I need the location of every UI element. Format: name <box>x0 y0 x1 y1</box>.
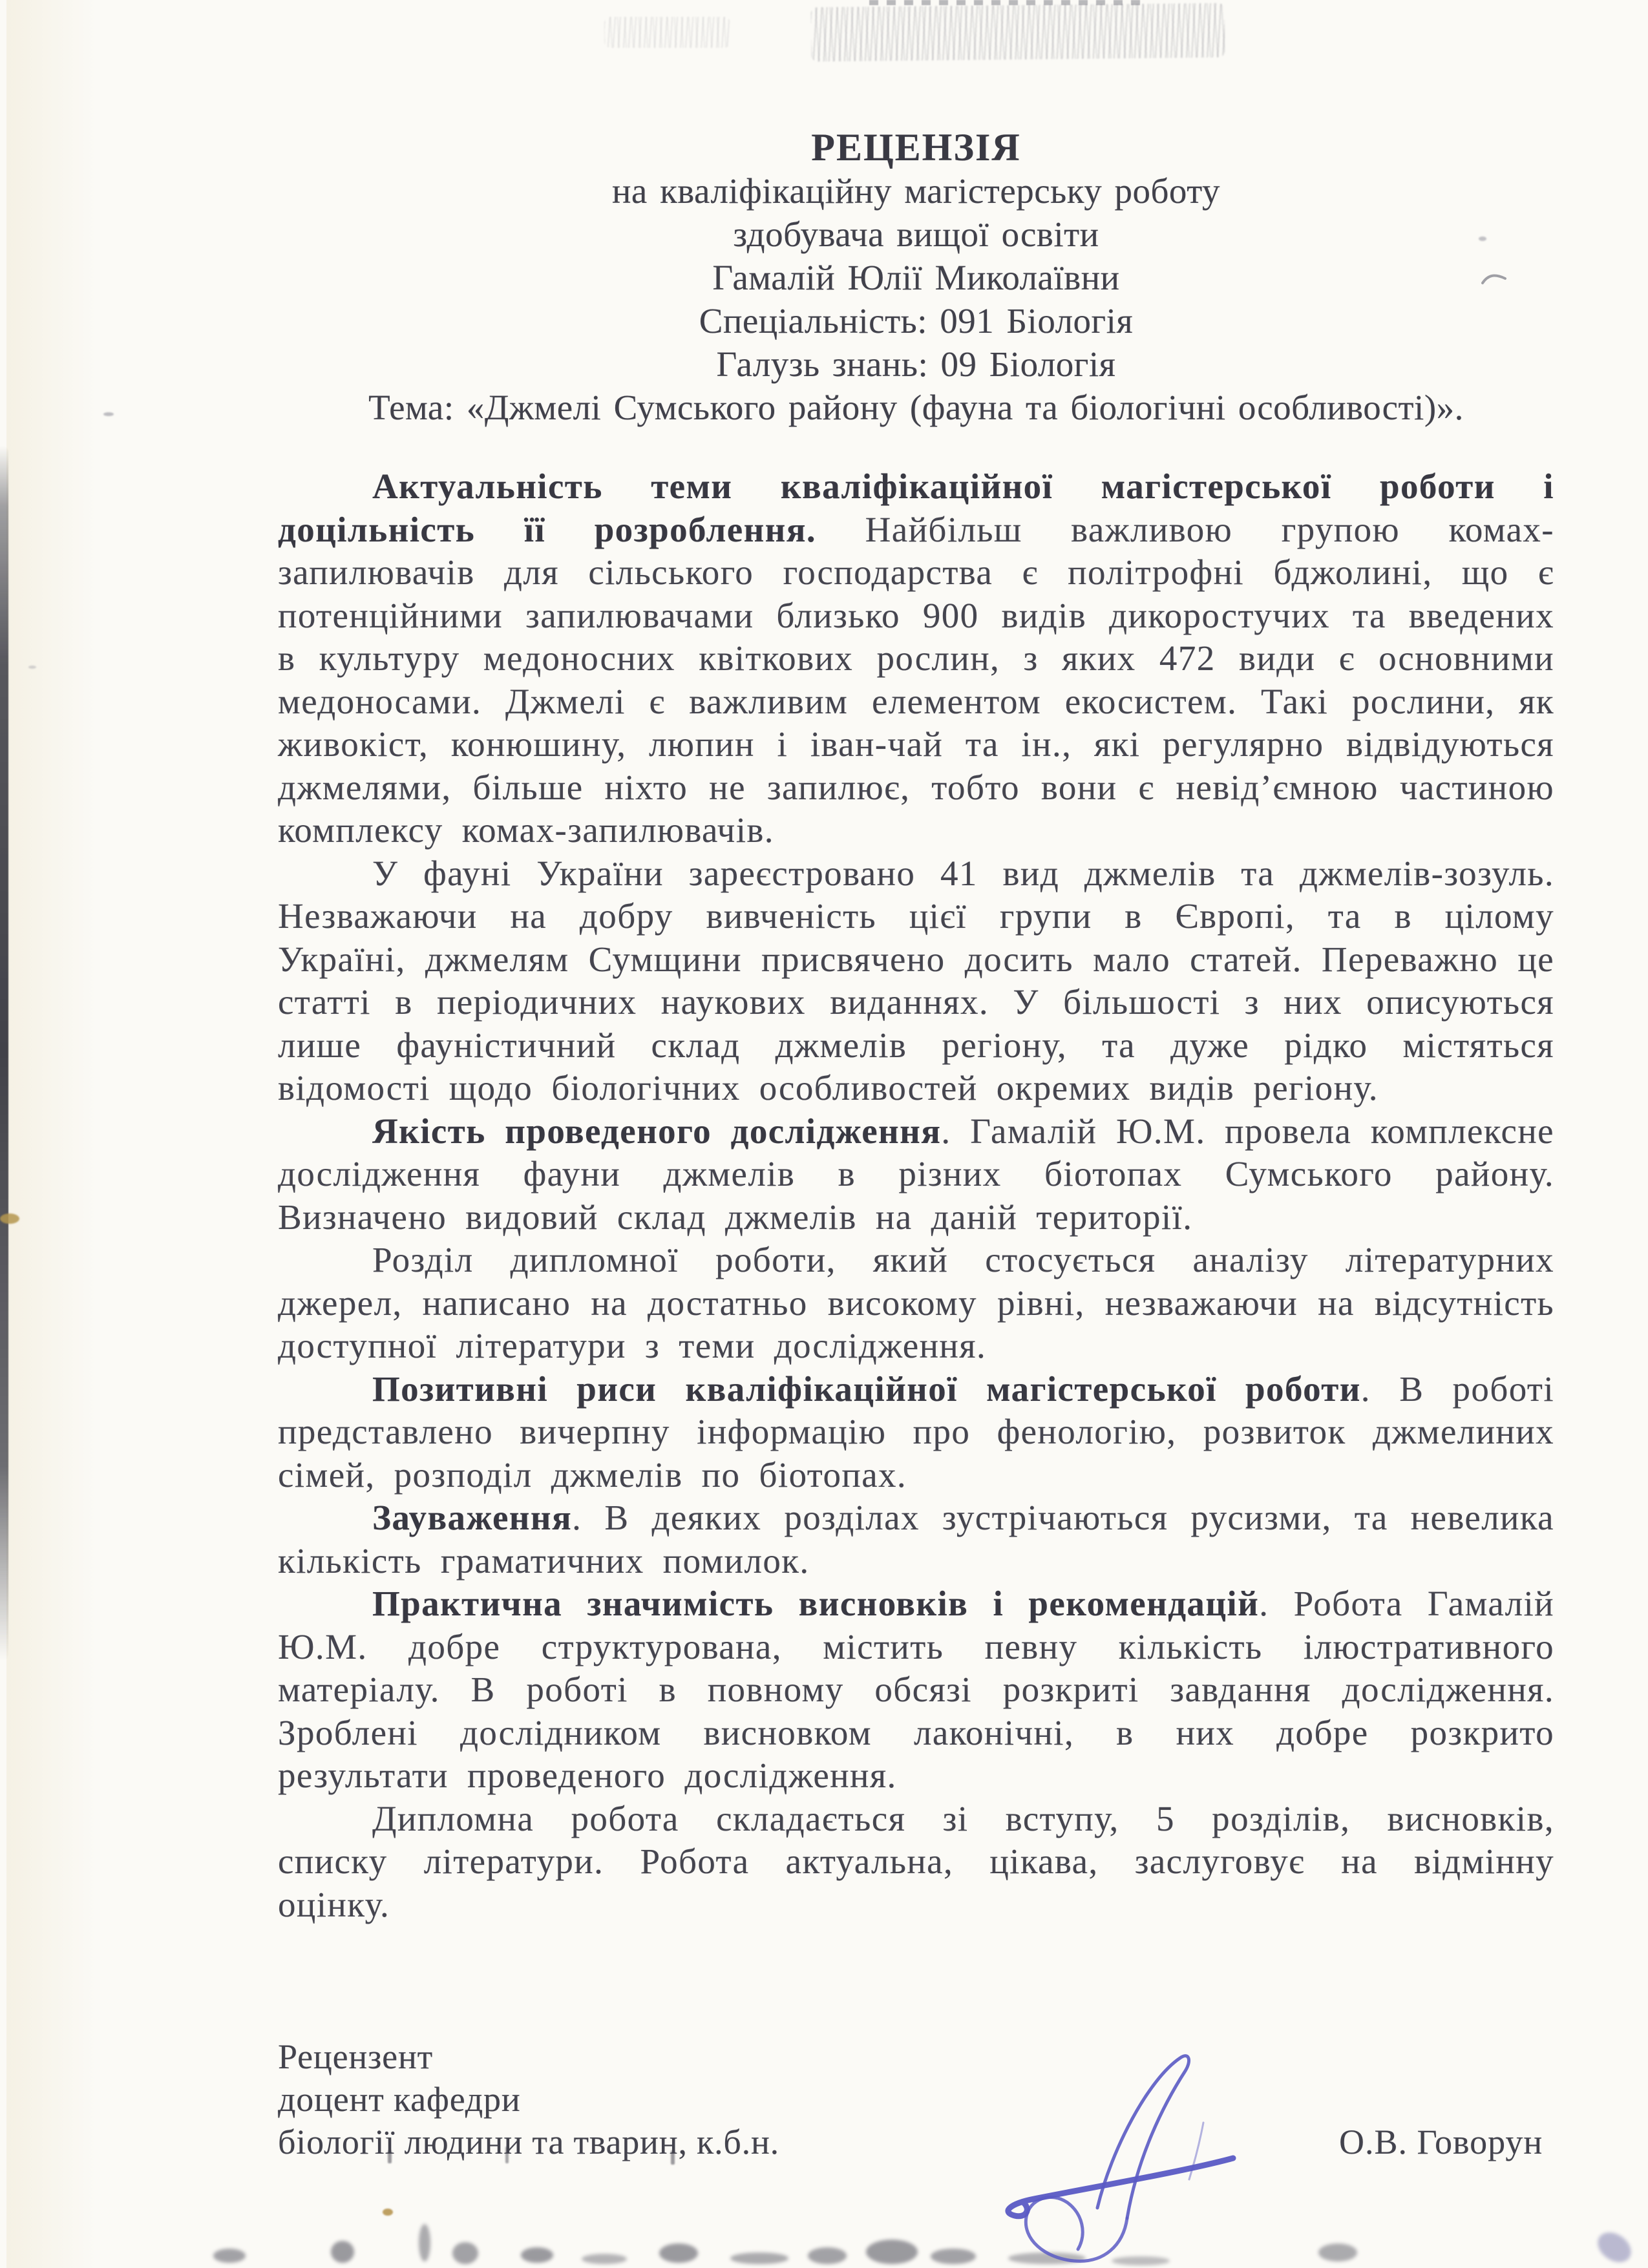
subtitle-line: Галузь знань: 09 Біологія <box>716 344 1116 384</box>
top-ghost-text-smudge <box>811 3 1225 62</box>
paragraph <box>278 1582 1554 1798</box>
top-ghost-text-smudge-small <box>604 17 730 48</box>
paragraph-text-run: . В роботі представлено вичерпну інформацію про фенологію, розвиток джмелиних сімей, розподіл джмелів по біотопах. <box>278 1369 1554 1495</box>
left-edge-tan-blob <box>0 1213 19 1224</box>
paragraph-heading-run: Якість проведеного дослідження <box>372 1111 942 1151</box>
signature-role-line: біології людини та тварин, к.б.н. <box>278 2123 779 2161</box>
bottom-bleed-smudge <box>730 2252 788 2264</box>
left-edge-scan-shadow <box>0 446 8 1661</box>
document-title: РЕЦЕНЗІЯ <box>811 126 1021 169</box>
paragraph-heading-run: Практична значимість висновків і рекомендацій <box>372 1584 1260 1623</box>
tan-speck <box>383 2209 393 2216</box>
bottom-bleed-smudge <box>659 2243 698 2263</box>
bottom-bleed-smudge <box>419 2224 430 2262</box>
paragraph-text-run: . Робота Гамалій Ю.М. добре структурована, містить певну кількість ілюстративного матеріалу. В роботі в повному обсязі розкриті завдання дослідження. Зроблені дослідником висновком лаконічні, в них добре розкрито результати проведеного дослідження. <box>278 1584 1554 1795</box>
subtitle-line: Спеціальність: 091 Біологія <box>699 301 1134 341</box>
paragraph <box>278 1798 1554 1927</box>
paragraph-text-run: . Гамалій Ю.М. провела комплексне дослідження фауни джмелів в різних біотопах Сумського району. Визначено видовий склад джмелів на даній території. <box>278 1111 1554 1237</box>
document-content <box>278 126 1554 1926</box>
signature-role-block <box>278 2035 779 2163</box>
subtitle-line: Тема: «Джмелі Сумського району (фауна та біологічні особливості)». <box>368 388 1464 427</box>
scan-speck <box>103 412 114 416</box>
signature-role-line: Рецензент <box>278 2037 434 2076</box>
bottom-bleed-smudge <box>521 2247 553 2263</box>
bottom-bleed-smudge <box>866 2240 918 2264</box>
paragraph <box>278 1368 1554 1497</box>
paragraph-heading-run: Актуальність теми кваліфікаційної магістерської роботи і доцільність її розроблення. <box>278 467 1554 549</box>
paragraph-text-run: Дипломна робота складається зі вступу, 5 розділів, висновків, списку літератури. Робота актуальна, цікава, заслуговує на відмінну оцінку. <box>278 1798 1554 1924</box>
bottom-bleed-smudge <box>931 2249 976 2264</box>
paragraph-text-run: . В деяких розділах зустрічаються русизми, та невелика кількість граматичних помилок. <box>278 1498 1554 1580</box>
document-header <box>278 126 1554 429</box>
bottom-bleed-smudge <box>1318 2243 1357 2262</box>
paragraph-heading-run: Позитивні риси кваліфікаційної магістерської роботи <box>372 1369 1361 1409</box>
document-body <box>278 465 1554 1926</box>
paragraph-text-run: У фауні України зареєстровано 41 вид джмелів та джмелів-зозуль. Незважаючи на добру вивченість цієї групи в Європі, та в цілому Україні, джмелям Сумщини присвячено досить мало статей. Переважно це статті в періодичних наукових виданнях. У більшості з них описуються лише фауністичний склад джмелів регіону, та дуже рідко містяться відомості щодо біологічних особливостей окремих видів регіону. <box>278 853 1554 1108</box>
handwritten-signature <box>989 2045 1273 2268</box>
bottom-bleed-smudge <box>452 2242 478 2264</box>
subtitle-line: Гамалій Юлії Миколаївни <box>712 258 1120 297</box>
paragraph-text-run: Найбільш важливою групою комах-запилювачів для сільського господарства є політрофні бджолині, що є потенційними запилювачами близько 900 видів дикоростучих та введених в культуру медоносних квіткових рослин, з яких 472 види є основними медоносами. Джмелі є важливим елементом екосистем. Такі рослини, як живокіст, конюшину, люпин і іван-чай та ін., які регулярно відвідуються джмелями, більше ніхто не запилює, тобто вони є невід’ємною частиною комплексу комах-запилювачів. <box>278 509 1555 850</box>
bottom-bleed-smudge <box>1592 2227 1637 2268</box>
paragraph <box>278 1239 1554 1368</box>
subtitle-line: на кваліфікаційну магістерську роботу <box>611 171 1221 211</box>
bottom-bleed-smudge <box>582 2254 627 2264</box>
paragraph-text-run: Розділ дипломної роботи, який стосується аналізу літературних джерел, написано на достатньо високому рівні, незважаючи на відсутність доступної літератури з теми дослідження. <box>278 1240 1554 1365</box>
top-edge-dash-marks <box>869 0 1147 5</box>
reviewer-name: О.В. Говорун <box>1339 2123 1543 2161</box>
paper-ivory-tint <box>6 0 97 2268</box>
paragraph <box>278 465 1554 852</box>
paragraph <box>278 1496 1554 1582</box>
document-subtitle-block <box>278 169 1554 429</box>
signature-role-line: доцент кафедри <box>278 2080 521 2119</box>
bottom-bleed-smudge <box>213 2249 246 2263</box>
paragraph <box>278 1110 1554 1239</box>
paragraph <box>278 852 1554 1110</box>
paragraph-heading-run: Зауваження <box>372 1498 573 1537</box>
bottom-bleed-smudge <box>331 2241 354 2263</box>
bottom-bleed-smudge <box>808 2247 847 2264</box>
scan-speck <box>28 666 36 669</box>
subtitle-line: здобувача вищої освіти <box>733 215 1099 254</box>
